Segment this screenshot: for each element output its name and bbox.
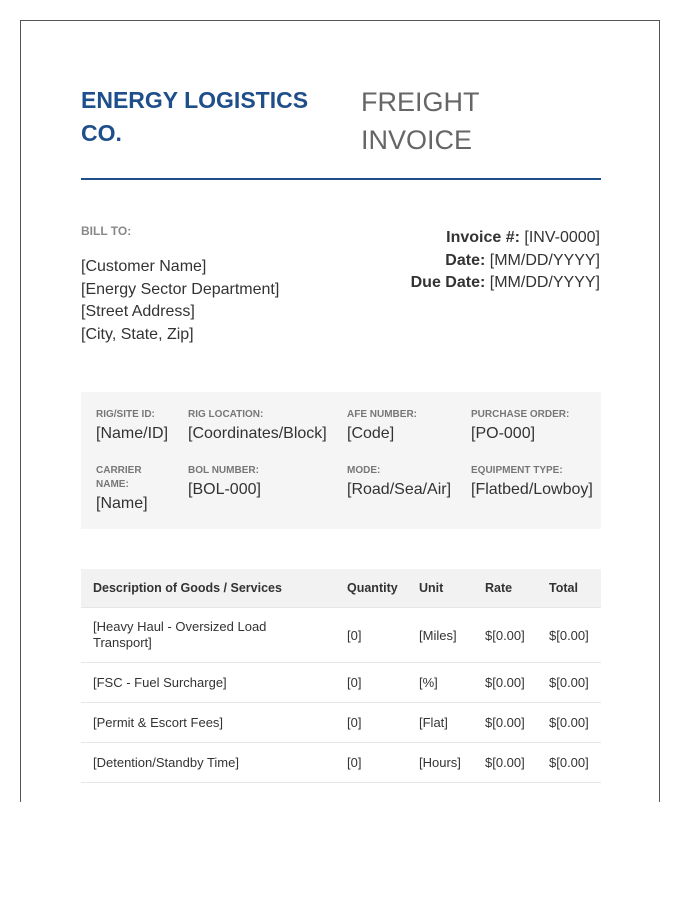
header-quantity: Quantity bbox=[347, 581, 398, 595]
row-description: [Permit & Escort Fees] bbox=[93, 714, 224, 730]
carrier-name-value: [Name] bbox=[96, 495, 148, 512]
rig-site-id-value: [Name/ID] bbox=[96, 425, 169, 442]
rig-site-id-label: RIG/SITE ID: bbox=[96, 409, 155, 420]
row-total: $[0.00] bbox=[549, 715, 589, 730]
equipment-type-field bbox=[471, 464, 593, 500]
invoice-meta bbox=[411, 227, 600, 295]
afe-number-value: [Code] bbox=[347, 425, 395, 442]
document-title: FREIGHT INVOICE bbox=[361, 87, 480, 155]
due-date-label: Due Date: bbox=[410, 274, 486, 291]
rig-location-value: [Coordinates/Block] bbox=[188, 425, 327, 442]
row-unit: [Hours] bbox=[419, 755, 461, 770]
invoice-number-label: Invoice #: bbox=[446, 229, 520, 246]
customer-name: [Customer Name] bbox=[81, 258, 207, 275]
carrier-name-field bbox=[96, 464, 158, 514]
row-description: [Heavy Haul - Oversized Load Transport] bbox=[93, 619, 267, 650]
equipment-type-value: [Flatbed/Lowboy] bbox=[471, 481, 593, 498]
purchase-order-field bbox=[471, 408, 569, 444]
bol-number-field bbox=[188, 464, 261, 500]
rig-location-field bbox=[188, 408, 327, 444]
rig-site-id-field bbox=[96, 408, 176, 444]
row-quantity: [0] bbox=[347, 675, 362, 690]
invoice-page bbox=[20, 20, 660, 802]
mode-label: MODE: bbox=[347, 465, 381, 476]
row-unit: [%] bbox=[419, 675, 438, 690]
header-rate: Rate bbox=[485, 581, 513, 595]
carrier-name-label: CARRIER NAME: bbox=[96, 465, 142, 490]
bol-number-label: BOL NUMBER: bbox=[188, 465, 259, 476]
row-quantity: [0] bbox=[347, 755, 362, 770]
table-row bbox=[81, 743, 601, 783]
header-description: Description of Goods / Services bbox=[93, 581, 282, 595]
rig-location-label: RIG LOCATION: bbox=[188, 409, 264, 420]
table-header-row bbox=[81, 569, 601, 608]
row-total: $[0.00] bbox=[549, 627, 589, 643]
purchase-order-label: PURCHASE ORDER: bbox=[471, 409, 570, 420]
customer-department: [Energy Sector Department] bbox=[81, 280, 280, 298]
company-name: ENERGY LOGISTICS CO. bbox=[81, 87, 309, 146]
row-unit: [Miles] bbox=[419, 627, 457, 643]
due-date-value: [MM/DD/YYYY] bbox=[489, 274, 600, 291]
purchase-order-value: [PO-000] bbox=[471, 425, 536, 442]
line-items-table bbox=[81, 569, 601, 783]
invoice-number-value: [INV-0000] bbox=[524, 229, 600, 246]
customer-street: [Street Address] bbox=[81, 303, 195, 320]
row-description: [Detention/Standby Time] bbox=[93, 754, 239, 770]
row-description: [FSC - Fuel Surcharge] bbox=[93, 674, 227, 690]
header-total: Total bbox=[549, 581, 578, 595]
afe-number-label: AFE NUMBER: bbox=[347, 409, 417, 420]
header-divider bbox=[81, 178, 601, 180]
bill-to-address bbox=[81, 256, 279, 346]
mode-field bbox=[347, 464, 451, 500]
invoice-date-line bbox=[411, 250, 600, 273]
shipment-details-panel bbox=[81, 392, 601, 529]
equipment-type-label: EQUIPMENT TYPE: bbox=[471, 465, 563, 476]
row-rate: $[0.00] bbox=[485, 755, 525, 770]
row-total: $[0.00] bbox=[549, 675, 589, 690]
row-rate: $[0.00] bbox=[485, 715, 525, 730]
afe-number-field bbox=[347, 408, 417, 444]
row-rate: $[0.00] bbox=[485, 675, 525, 690]
table-row bbox=[81, 608, 601, 663]
row-quantity: [0] bbox=[347, 715, 362, 730]
row-rate: $[0.00] bbox=[485, 627, 525, 643]
row-unit: [Flat] bbox=[419, 715, 448, 730]
bill-to-label: BILL TO: bbox=[81, 224, 132, 238]
bol-number-value: [BOL-000] bbox=[188, 481, 261, 498]
invoice-date-label: Date: bbox=[445, 251, 486, 269]
invoice-number-line bbox=[411, 227, 600, 250]
row-quantity: [0] bbox=[347, 627, 362, 643]
row-total: $[0.00] bbox=[549, 755, 589, 770]
table-row bbox=[81, 663, 601, 703]
header-unit: Unit bbox=[419, 581, 444, 595]
due-date-line bbox=[411, 272, 600, 295]
mode-value: [Road/Sea/Air] bbox=[347, 481, 452, 498]
invoice-date-value: [MM/DD/YYYY] bbox=[489, 251, 600, 269]
customer-city: [City, State, Zip] bbox=[81, 325, 194, 343]
table-row bbox=[81, 703, 601, 743]
